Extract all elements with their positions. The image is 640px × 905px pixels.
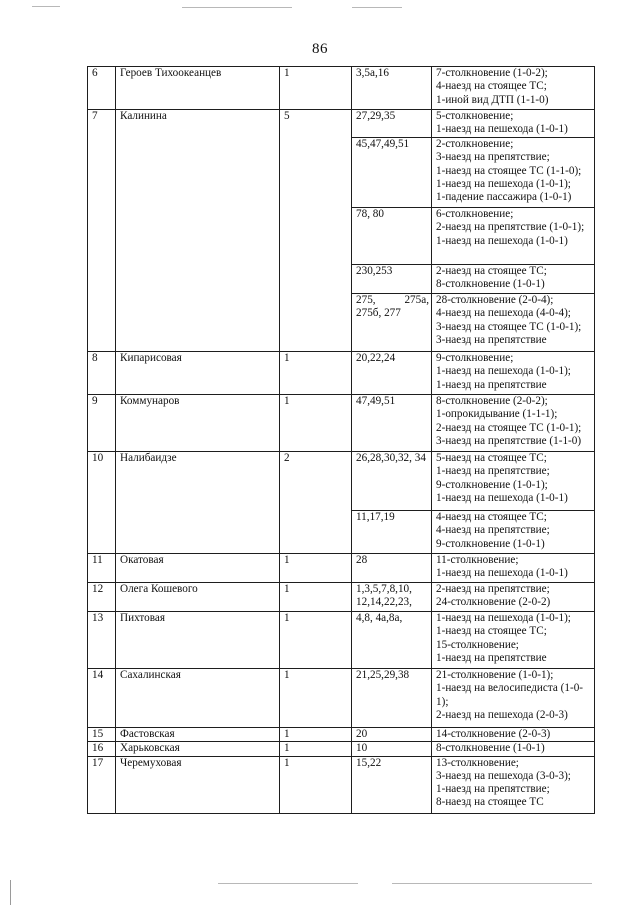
street-name: Черемуховая (116, 756, 280, 813)
street-count: 1 (280, 583, 352, 612)
house-numbers: 47,49,51 (352, 395, 432, 452)
street-name: Коммунаров (116, 395, 280, 452)
house-numbers: 10 (352, 742, 432, 756)
table-row (88, 583, 595, 612)
incident-list: 2-наезд на стоящее ТС; 8-столкновение (1-0-1) (432, 265, 595, 294)
incident-list: 7-столкновение (1-0-2); 4-наезд на стоящее ТС; 1-иной вид ДТП (1-1-0) (432, 67, 595, 110)
incident-list: 5-столкновение; 1-наезд на пешехода (1-0-1) (432, 110, 595, 138)
house-numbers: 26,28,30,32, 34 (352, 452, 432, 511)
table-row (88, 452, 595, 511)
incident-list: 11-столкновение; 1-наезд на пешехода (1-0-1) (432, 554, 595, 583)
row-number: 8 (88, 352, 116, 395)
street-count: 1 (280, 395, 352, 452)
street-name: Калинина (116, 110, 280, 352)
street-name: Героев Тихоокеанцев (116, 67, 280, 110)
street-count: 1 (280, 756, 352, 813)
street-count: 1 (280, 612, 352, 669)
incident-list: 21-столкновение (1-0-1); 1-наезд на велосипедиста (1-0-1); 2-наезд на пешехода (2-0-3) (432, 669, 595, 728)
street-count: 1 (280, 669, 352, 728)
row-number: 10 (88, 452, 116, 554)
house-numbers: 11,17,19 (352, 511, 432, 554)
street-name: Окатовая (116, 554, 280, 583)
incident-list: 6-столкновение; 2-наезд на препятствие (1-0-1); 1-наезд на пешехода (1-0-1) (432, 208, 595, 265)
incident-list: 8-столкновение (1-0-1) (432, 742, 595, 756)
house-numbers: 20 (352, 728, 432, 742)
scan-artifact (218, 883, 358, 884)
row-number: 11 (88, 554, 116, 583)
row-number: 16 (88, 742, 116, 756)
house-numbers: 3,5а,16 (352, 67, 432, 110)
row-number: 14 (88, 669, 116, 728)
row-number: 17 (88, 756, 116, 813)
house-numbers: 27,29,35 (352, 110, 432, 138)
table-row (88, 554, 595, 583)
row-number: 15 (88, 728, 116, 742)
table-row (88, 612, 595, 669)
street-name: Харьковская (116, 742, 280, 756)
row-number: 6 (88, 67, 116, 110)
row-number: 12 (88, 583, 116, 612)
house-numbers: 15,22 (352, 756, 432, 813)
incident-list: 28-столкновение (2-0-4); 4-наезд на пешехода (4-0-4); 3-наезд на стоящее ТС (1-0-1); 3-наезд на препятствие (432, 294, 595, 352)
street-count: 2 (280, 452, 352, 554)
street-name: Олега Кошевого (116, 583, 280, 612)
street-count: 1 (280, 728, 352, 742)
street-count: 1 (280, 67, 352, 110)
scan-artifact (352, 7, 402, 8)
table-row (88, 395, 595, 452)
row-number: 7 (88, 110, 116, 352)
house-numbers: 275, 275а, 275б, 277 (352, 294, 432, 352)
street-count: 1 (280, 742, 352, 756)
table-row (88, 728, 595, 742)
scan-artifact (32, 6, 60, 7)
incident-table-body (88, 67, 595, 814)
page-number: 86 (312, 41, 328, 57)
row-number: 9 (88, 395, 116, 452)
house-numbers: 78, 80 (352, 208, 432, 265)
street-name: Фастовская (116, 728, 280, 742)
house-numbers: 45,47,49,51 (352, 138, 432, 208)
table-row (88, 352, 595, 395)
street-name: Налибаидзе (116, 452, 280, 554)
street-name: Пихтовая (116, 612, 280, 669)
incident-list: 5-наезд на стоящее ТС; 1-наезд на препятствие; 9-столкновение (1-0-1); 1-наезд на пешехода (1-0-1) (432, 452, 595, 511)
house-numbers: 28 (352, 554, 432, 583)
house-numbers: 20,22,24 (352, 352, 432, 395)
row-number: 13 (88, 612, 116, 669)
scan-artifact (182, 7, 292, 8)
street-count: 1 (280, 352, 352, 395)
house-numbers: 21,25,29,38 (352, 669, 432, 728)
incident-list: 13-столкновение; 3-наезд на пешехода (3-0-3); 1-наезд на препятствие; 8-наезд на стоящее ТС (432, 756, 595, 813)
street-name: Кипарисовая (116, 352, 280, 395)
house-numbers: 4,8, 4а,8а, (352, 612, 432, 669)
table-row (88, 67, 595, 110)
incident-list: 1-наезд на пешехода (1-0-1); 1-наезд на стоящее ТС; 15-столкновение; 1-наезд на препятствие (432, 612, 595, 669)
scan-edge-mark (10, 880, 11, 905)
incident-list: 9-столкновение; 1-наезд на пешехода (1-0-1); 1-наезд на препятствие (432, 352, 595, 395)
incident-list: 2-столкновение; 3-наезд на препятствие; 1-наезд на стоящее ТС (1-1-0); 1-наезд на пешехода (1-0-1); 1-падение пассажира (1-0-1) (432, 138, 595, 208)
scan-artifact (392, 883, 592, 884)
street-count: 1 (280, 554, 352, 583)
street-name: Сахалинская (116, 669, 280, 728)
table-row (88, 742, 595, 756)
incident-list: 4-наезд на стоящее ТС; 4-наезд на препятствие; 9-столкновение (1-0-1) (432, 511, 595, 554)
table-row (88, 756, 595, 813)
house-numbers: 1,3,5,7,8,10, 12,14,22,23, (352, 583, 432, 612)
house-numbers: 230,253 (352, 265, 432, 294)
incident-table (87, 66, 595, 814)
incident-list: 8-столкновение (2-0-2); 1-опрокидывание (1-1-1); 2-наезд на стоящее ТС (1-0-1); 3-наезд на препятствие (1-1-0) (432, 395, 595, 452)
table-row (88, 669, 595, 728)
incident-list: 14-столкновение (2-0-3) (432, 728, 595, 742)
incident-list: 2-наезд на препятствие; 24-столкновение (2-0-2) (432, 583, 595, 612)
street-count: 5 (280, 110, 352, 352)
table-row (88, 110, 595, 138)
